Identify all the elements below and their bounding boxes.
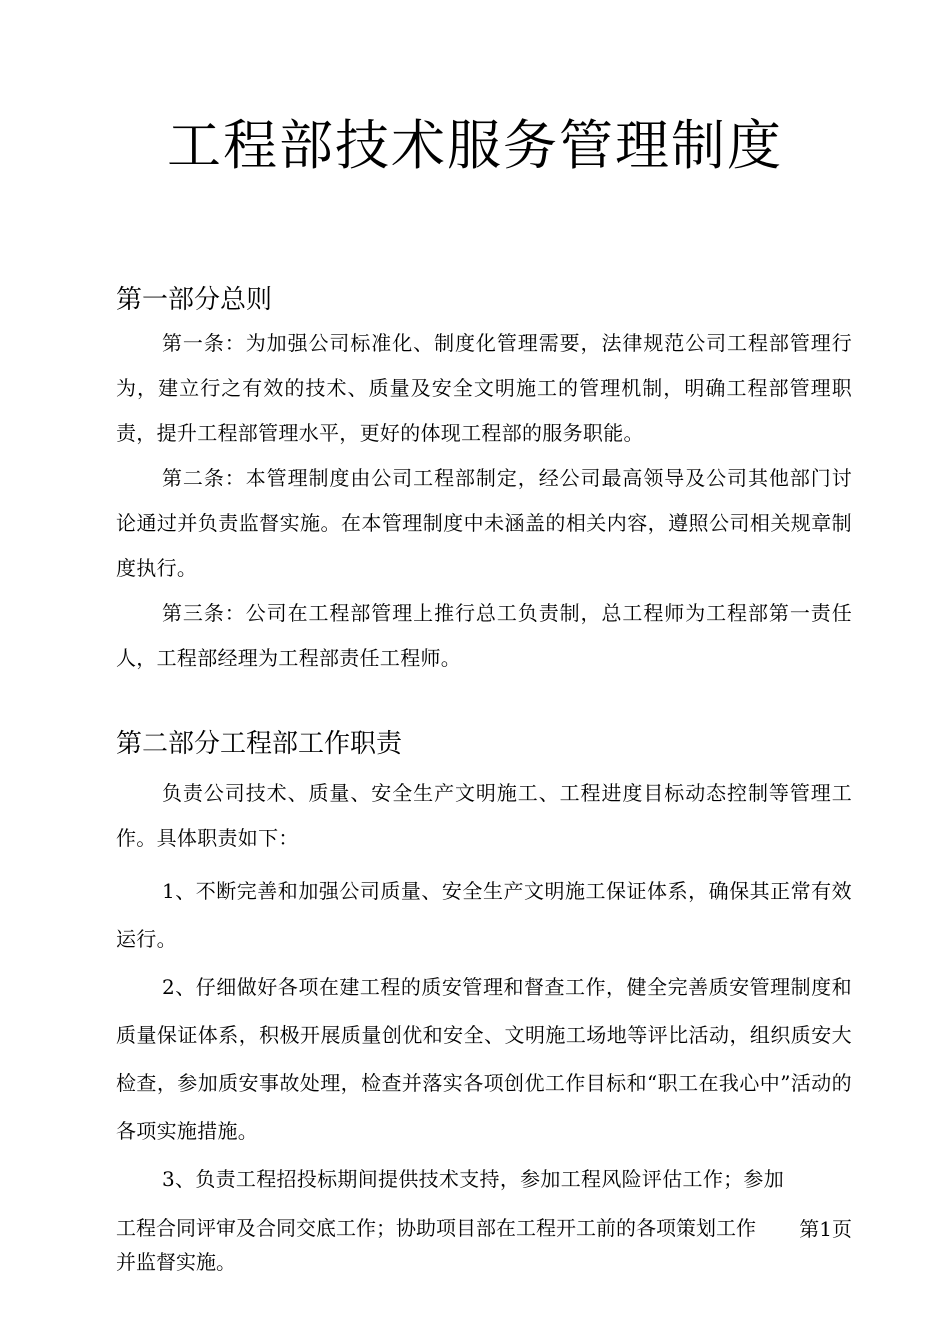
article-3: 第三条：公司在工程部管理上推行总工负责制，总工程师为工程部第一责任人，工程部经理为工程部责任工程师。 (116, 601, 852, 670)
part2-heading: 第二部分工程部工作职责 (116, 729, 403, 759)
duty-item-3: 3、负责工程招投标期间提供技术支持，参加工程风险评估工作；参加 (162, 1167, 785, 1191)
article-2: 第二条：本管理制度由公司工程部制定，经公司最高领导及公司其他部门讨论通过并负责监督实施。在本管理制度中未涵盖的相关内容，遵照公司相关规章制度执行。 (116, 466, 852, 580)
page-number: 第1页 (799, 1217, 852, 1241)
article-1: 第一条：为加强公司标准化、制度化管理需要，法律规范公司工程部管理行为，建立行之有效的技术、质量及安全文明施工的管理机制，明确工程部管理职责，提升工程部管理水平，更好的体现工程部的服务职能。 (116, 331, 852, 445)
part2-intro: 负责公司技术、质量、安全生产文明施工、工程进度目标动态控制等管理工作。具体职责如下： (116, 781, 852, 850)
duty-item-3-continued: 工程合同评审及合同交底工作；协助项目部在工程开工前的各项策划工作 (116, 1216, 756, 1240)
duty-item-2: 2、仔细做好各项在建工程的质安管理和督查工作，健全完善质安管理制度和质量保证体系，积极开展质量创优和安全、文明施工场地等评比活动，组织质安大检查，参加质安事故处理，检查并落实各项创优工作目标和“职工在我心中”活动的各项实施措施。 (116, 975, 852, 1143)
document-title: 工程部技术服务管理制度 (167, 114, 783, 177)
duty-item-3-end: 并监督实施。 (116, 1250, 236, 1274)
part1-heading: 第一部分总则 (116, 285, 273, 315)
duty-item-1: 1、不断完善和加强公司质量、安全生产文明施工保证体系，确保其正常有效运行。 (116, 879, 852, 951)
